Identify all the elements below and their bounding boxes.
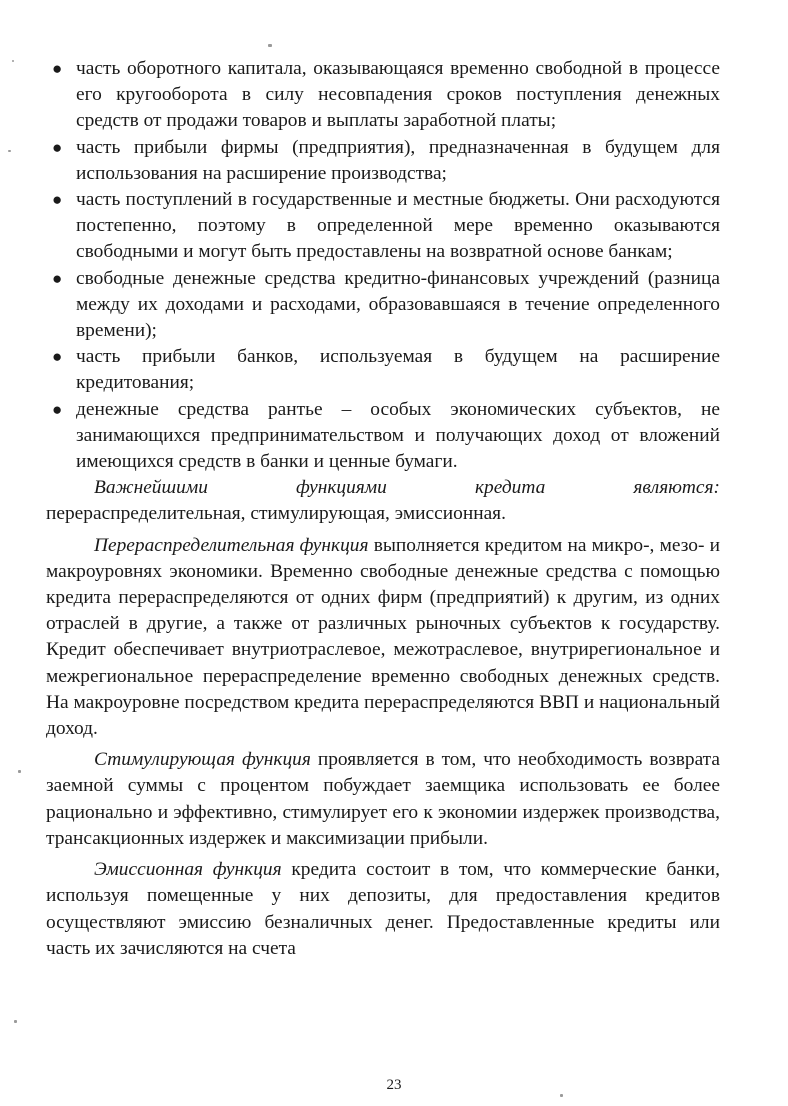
bullet-text: часть прибыли банков, используемая в будущем на расширение кредитования;	[76, 346, 720, 394]
bullet-icon: ●	[52, 268, 63, 288]
bullet-item	[46, 397, 720, 476]
functions-lead	[46, 475, 720, 501]
bullet-icon: ●	[52, 59, 63, 78]
functions-list	[46, 501, 720, 527]
bullet-item	[46, 344, 720, 396]
paragraph-text: выполняется кредитом на микро-, мезо- и макроуровнях экономики. Временно свободные денежные средства с помощью кредита перераспределяются от одних фирм (предприятий) к другим, из одних отраслей в другие, а также от различных рыночных субъектов к государству. Кредит обеспечивает внутриотраслевое, межотраслевое, внутрирегиональное и межрегиональное перераспределение временно свободных денежных средств. На макроуровне посредством кредита перераспределяются ВВП и национальный доход.	[46, 534, 720, 740]
paragraph-stimulating	[46, 747, 720, 852]
page-number: 23	[386, 1077, 402, 1093]
bullet-icon: ●	[52, 190, 63, 210]
scan-speck	[18, 770, 21, 773]
functions-lead-italic: Важнейшими функциями кредита являются:	[94, 477, 720, 499]
paragraph-redistributive	[46, 533, 720, 743]
page-content	[46, 56, 720, 962]
scan-speck	[14, 1020, 17, 1023]
bullet-icon: ●	[52, 347, 63, 367]
paragraph-term: Стимулирующая функция	[94, 749, 311, 771]
bullet-list	[46, 56, 720, 475]
functions-lead-rest: перераспределительная, стимулирующая, эмиссионная.	[46, 503, 506, 525]
bullet-item	[46, 135, 720, 187]
scan-speck	[268, 44, 272, 47]
scan-speck	[12, 60, 14, 62]
bullet-item	[46, 56, 720, 135]
bullet-text: денежные средства рантье – особых экономических субъектов, не занимающихся предпринимательством и получающих доход от вложений имеющихся средств в банки и ценные бумаги.	[76, 398, 720, 473]
bullet-text: часть поступлений в государственные и местные бюджеты. Они расходуются постепенно, поэтому в определенной мере временно оказываются свободными и могут быть предоставлены на возвратной основе банкам;	[76, 189, 720, 263]
bullet-item	[46, 266, 720, 345]
bullet-text: часть оборотного капитала, оказывающаяся временно свободной в процессе его кругооборота в силу несовпадения сроков поступления денежных средств от продажи товаров и выплаты заработной платы;	[76, 58, 720, 132]
paragraph-text: проявляется в том, что необходимость возврата заемной суммы с процентом побуждает заемщика использовать ее более рационально и эффективно, стимулирует его к экономии издержек производства, трансакционных издержек и максимизации прибыли.	[46, 749, 720, 849]
scan-speck	[560, 1094, 563, 1097]
bullet-icon: ●	[52, 137, 63, 157]
paragraph-text: кредита состоит в том, что коммерческие банки, используя помещенные у них депозиты, для предоставления кредитов осуществляют эмиссию безналичных денег. Предоставленные кредиты или часть их зачисляются на счета	[46, 859, 720, 959]
bullet-text: свободные денежные средства кредитно-финансовых учреждений (разница между их доходами и расходами, образовавшаяся в течение определенного времени);	[76, 267, 720, 342]
bullet-icon: ●	[52, 399, 63, 419]
paragraph-emission	[46, 857, 720, 962]
scan-speck	[8, 150, 11, 152]
bullet-text: часть прибыли фирмы (предприятия), предназначенная в будущем для использования на расширение производства;	[76, 136, 720, 184]
bullet-item	[46, 187, 720, 266]
paragraph-term: Перераспределительная функция	[94, 534, 369, 556]
paragraph-term: Эмиссионная функция	[94, 859, 282, 881]
